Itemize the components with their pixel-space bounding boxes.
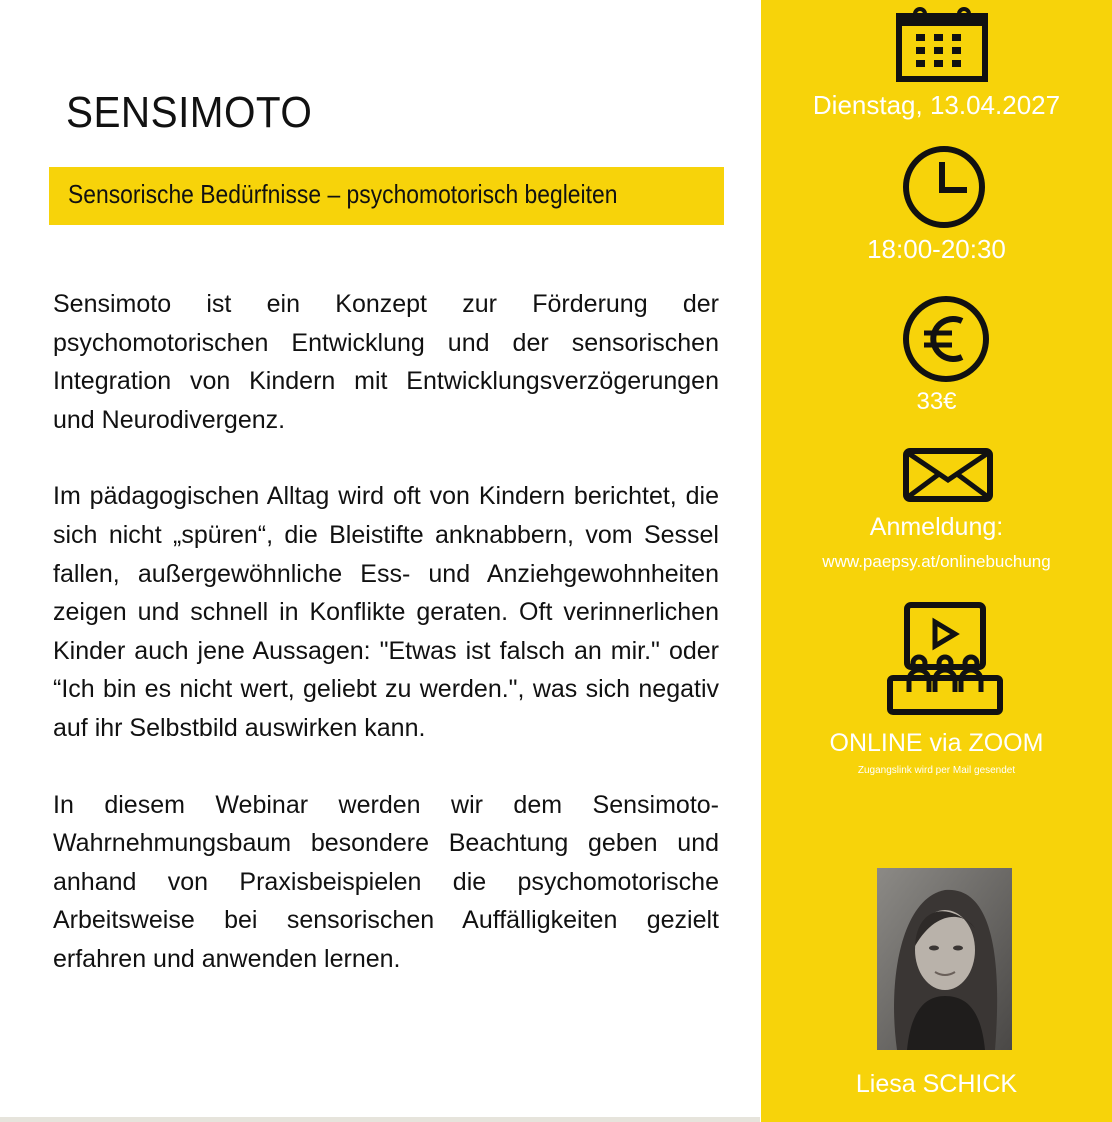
registration-label: Anmeldung: (869, 513, 1004, 541)
speaker-portrait (877, 868, 1012, 1050)
calendar-icon (896, 4, 988, 84)
page-title: SENSIMOTO (66, 88, 313, 137)
event-format: ONLINE via ZOOM (829, 729, 1044, 757)
bottom-divider (0, 1117, 760, 1122)
paragraph-intro: Sensimoto ist ein Konzept zur Förderung der psychomotorischen Entwicklung und der sensorischen Integration von Kindern mit Entwicklungsverzögerungen und Neurodivergenz. (53, 290, 719, 434)
clock-icon (901, 144, 987, 230)
registration-link[interactable]: www.paepsy.at/onlinebuchung (822, 552, 1051, 571)
event-time: 18:00-20:30 (867, 234, 1006, 264)
subtitle-banner (49, 167, 724, 225)
subtitle: Sensorische Bedürfnisse – psychomotorisch begleiten (68, 179, 618, 209)
euro-icon (902, 295, 990, 383)
event-date: Dienstag, 13.04.2027 (812, 90, 1061, 120)
event-price: 33€ (916, 388, 957, 415)
paragraph-context: Im pädagogischen Alltag wird oft von Kindern berichtet, die sich nicht „spüren“, die Bleistifte anknabbern, vom Sessel fallen, außergewöhnliche Ess- und Anziehgewohnheiten zeigen und schnell in Konflikte geraten. Oft verinnerlichen Kinder auch jene Aussagen: "Etwas ist falsch an mir." oder “Ich bin es nicht wert, geliebt zu werden.", was sich negativ auf ihr Selbstbild auswirken kann. (53, 482, 719, 742)
webinar-icon (887, 600, 1003, 716)
paragraph-webinar: In diesem Webinar werden wir dem Sensimoto-Wahrnehmungsbaum besondere Beachtung geben und anhand von Praxisbeispielen die psychomotorische Arbeitsweise bei sensorischen Auffälligkeiten gezielt erfahren und anwenden lernen. (53, 790, 719, 973)
info-sidebar (761, 0, 1112, 1122)
speaker-name: Liesa SCHICK (855, 1070, 1018, 1098)
envelope-icon (903, 448, 993, 502)
description (53, 285, 719, 1017)
format-note: Zugangslink wird per Mail gesendet (857, 765, 1016, 776)
